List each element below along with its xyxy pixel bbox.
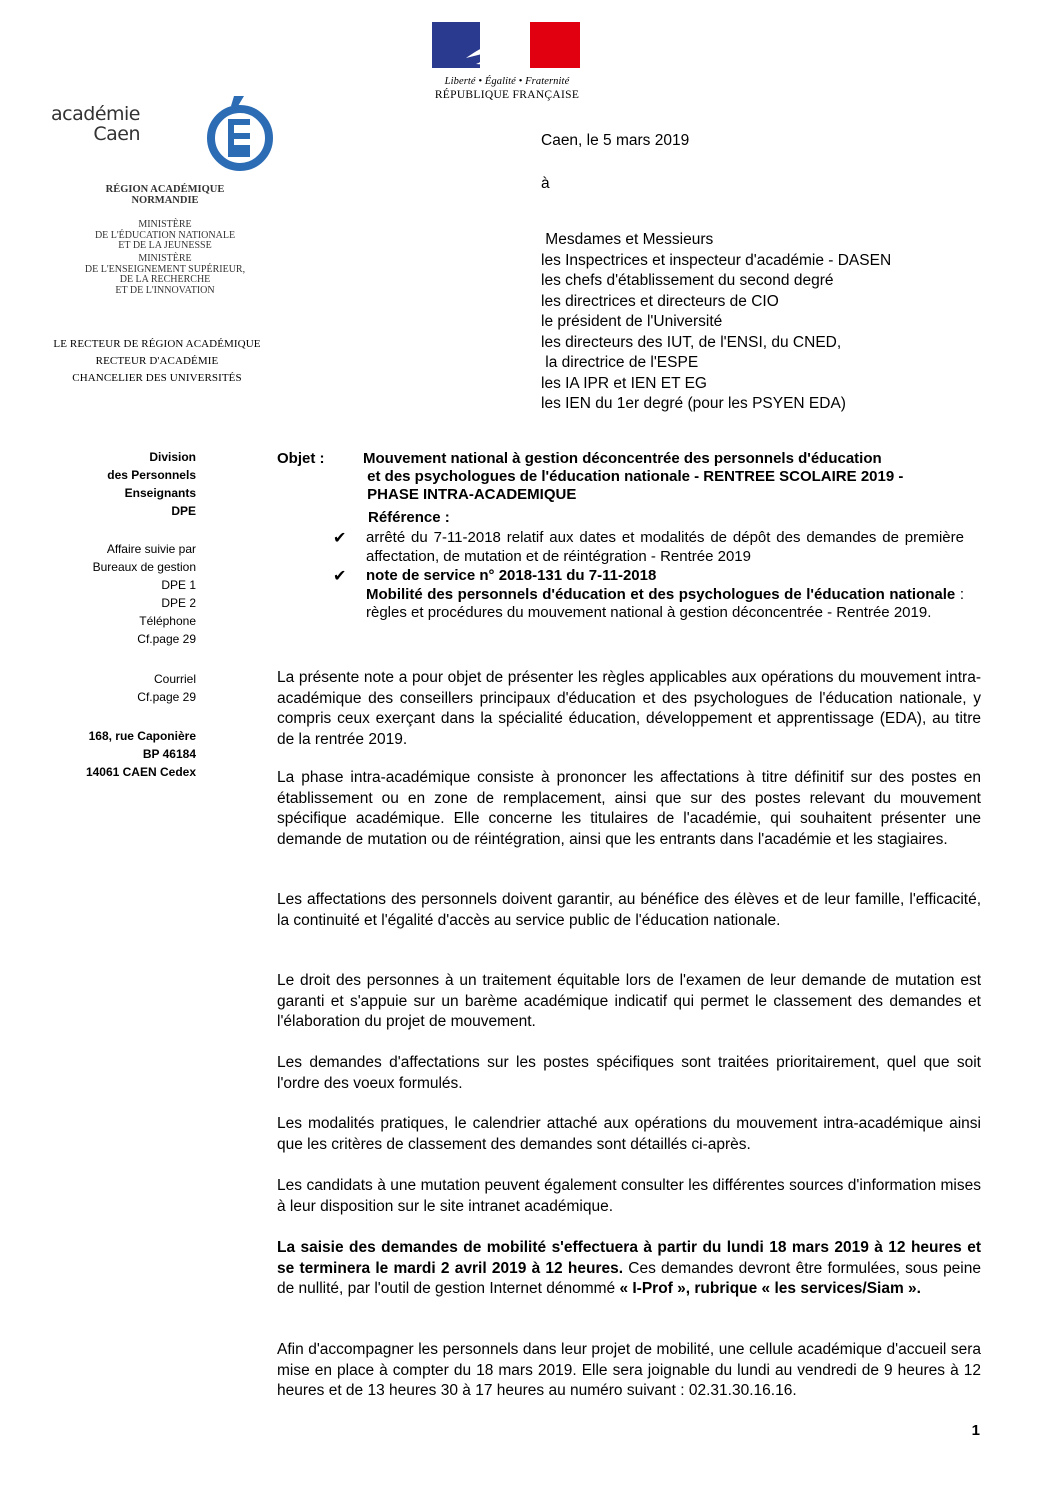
region-academique: RÉGION ACADÉMIQUE NORMANDIE (105, 184, 225, 206)
republique-francaise-logo (432, 22, 582, 101)
letter-date: Caen, le 5 mars 2019 (541, 132, 690, 149)
recipients-list (541, 230, 891, 415)
letter-a: à (541, 175, 550, 192)
recipient-line: les Inspectrices et inspecteur d'académie - DASEN (541, 251, 892, 269)
recipient-line: les directrices et directeurs de CIO (541, 292, 779, 310)
sidebar-adresse: 168, rue Caponière BP 46184 14061 CAEN Cedex (85, 729, 196, 779)
academie-wordmark: académie Caen (51, 103, 140, 145)
paragraph: Le droit des personnes à un traitement équitable lors de l'examen de leur demande de mutation est garanti et s'appuie sur un barème académique indicatif qui permet le classement des demandes et l'élaboration du projet de mouvement. (277, 972, 981, 1030)
objet-label: Objet : (277, 450, 325, 467)
reference-item: arrêté du 7-11-2018 relatif aux dates et modalités de dépôt des demandes de première affectation, de mutation et de réintégration - Rentrée 2019 (366, 529, 964, 565)
e-accent-icon (114, 92, 274, 172)
recteur-title: LE RECTEUR DE RÉGION ACADÉMIQUE RECTEUR D'ACADÉMIE CHANCELIER DES UNIVERSITÉS (53, 338, 261, 384)
paragraph: Les affectations des personnels doivent garantir, au bénéfice des élèves et de leur famille, l'efficacité, la continuité et l'égalité d'accès au service public de l'éducation nationale. (277, 891, 981, 929)
paragraph: La présente note a pour objet de présenter les règles applicables aux opérations du mouvement intra-académique des conseillers principaux d'éducation et des psychologues de l'éducation nationale, y compris ceux exerçant dans la spécialité éducation, développement et apprentissage (EDA), au titre de la rentrée 2019. (277, 669, 981, 748)
recipient-line: Mesdames et Messieurs (541, 231, 714, 248)
recipient-line: les chefs d'établissement du second degré (541, 272, 834, 289)
paragraph: Afin d'accompagner les personnels dans leur projet de mobilité, une cellule académique d'accueil sera mise en place à compter du 18 mars 2019. Elle sera joignable du lundi au vendredi de 9 heures à 12 heures et de 13 heures 30 à 17 heures au numéro suivant : 02.31.30.16.16. (277, 1341, 981, 1399)
ministry-education: MINISTÈRE DE L'ÉDUCATION NATIONALE ET DE LA JEUNESSE (94, 219, 236, 251)
recipient-line: les directeurs des IUT, de l'ENSI, du CNED, (541, 333, 842, 351)
sidebar-division: Division des Personnels Enseignants DPE (107, 450, 196, 518)
page-number: 1 (971, 1422, 980, 1439)
paragraph: La phase intra-académique consiste à prononcer les affectations à titre définitif sur des postes en établissement ou en zone de remplacement, ainsi que sur des postes relevant du mouvement spécifique académique. Elle concerne les titulaires de l'académie, qui souhaitent présenter une demande de mutation ou de réintégration, ainsi que les entrants dans l'académie et les stagiaires. (277, 769, 981, 848)
objet-text: Mouvement national à gestion déconcentrée des personnels d'éducation et des psychologues de l'éducation nationale - RENTREE SCOLAIRE 2019 - PHASE INTRA-ACADEMIQUE (363, 450, 904, 503)
recipient-line: la directrice de l'ESPE (541, 354, 699, 371)
marianne-flag-icon (432, 22, 580, 68)
checkmark-icon: ✔ (333, 530, 347, 547)
motto: Liberté • Égalité • Fraternité (444, 76, 570, 87)
recipient-line: le président de l'Université (541, 313, 723, 330)
academie-logo (36, 78, 282, 306)
sidebar-affaire: Affaire suivie par Bureaux de gestion DPE 1 DPE 2 Téléphone Cf.page 29 (92, 542, 196, 646)
ministry-superieur: MINISTÈRE DE L'ENSEIGNEMENT SUPÉRIEUR, DE LA RECHERCHE ET DE L'INNOVATION (84, 253, 246, 296)
paragraph: Les demandes d'affectations sur les postes spécifiques sont traitées prioritairement, quel que soit l'ordre des voeux formulés. (277, 1054, 981, 1092)
checkmark-icon: ✔ (333, 568, 347, 585)
paragraph: Les modalités pratiques, le calendrier attaché aux opérations du mouvement intra-académique ainsi que les critères de classement des demandes sont détaillés ci-après. (277, 1115, 981, 1153)
paragraph: Les candidats à une mutation peuvent également consulter les différentes sources d'information mises à leur disposition sur le site intranet académique. (277, 1177, 981, 1215)
recipient-line: les IEN du 1er degré (pour les PSYEN EDA) (541, 395, 846, 412)
saisie-paragraph: La saisie des demandes de mobilité s'effectuera à partir du lundi 18 mars 2019 à 12 heures et se terminera le mardi 2 avril 2019 à 12 heures. Ces demandes devront être formulées, sous peine de nullité, par l'outil de gestion Internet dénommé « I-Prof », rubrique « les services/Siam ». (277, 1239, 981, 1297)
republique-label: RÉPUBLIQUE FRANÇAISE (434, 89, 580, 101)
sidebar-courriel: Courriel Cf.page 29 (137, 672, 196, 704)
reference-label: Référence : (368, 509, 450, 526)
reference-item: note de service n° 2018-131 du 7-11-2018 Mobilité des personnels d'éducation et des psychologues de l'éducation nationale : règles et procédures du mouvement national à gestion déconcentrée - Rentrée 2019. (366, 567, 964, 621)
recipient-line: les IA IPR et IEN ET EG (541, 374, 707, 392)
